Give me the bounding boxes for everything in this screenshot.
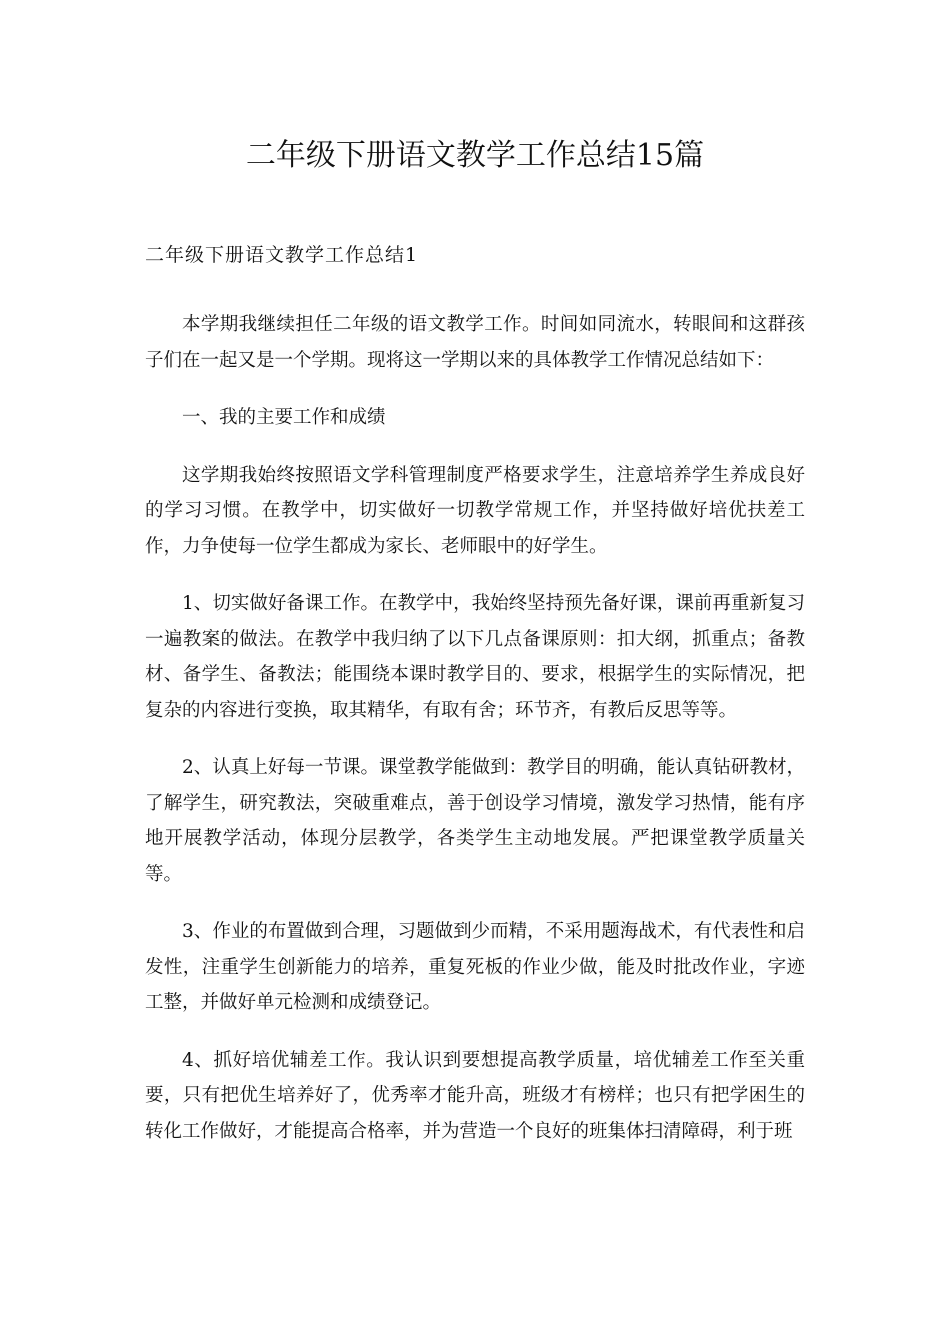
paragraph-intro: 本学期我继续担任二年级的语文教学工作。时间如同流水，转眼间和这群孩子们在一起又是一个学期。现将这一学期以来的具体教学工作情况总结如下： bbox=[145, 314, 805, 371]
paragraph-item-4: 4、抓好培优辅差工作。我认识到要想提高教学质量，培优辅差工作至关重要，只有把优生培养好了，优秀率才能升高，班级才有榜样；也只有把学困生的转化工作做好，才能提高合格率，并为营造一个良好的班集体扫清障碍，利于班 bbox=[145, 1049, 805, 1142]
section-heading: 二年级下册语文教学工作总结1 bbox=[145, 244, 419, 266]
paragraph-item-2: 2、认真上好每一节课。课堂教学能做到：教学目的明确，能认真钻研教材，了解学生，研究教法，突破重难点，善于创设学习情境，激发学习热情，能有序地开展教学活动，体现分层教学，各类学生主动地发展。严把课堂教学质量关等。 bbox=[145, 757, 805, 885]
document-body bbox=[145, 307, 805, 1171]
paragraph-subheading: 一、我的主要工作和成绩 bbox=[182, 407, 386, 428]
document-title: 二年级下册语文教学工作总结15篇 bbox=[245, 138, 705, 173]
paragraph-item-1: 1、切实做好备课工作。在教学中，我始终坚持预先备好课，课前再重新复习一遍教案的做法。在教学中我归纳了以下几点备课原则：扣大纲，抓重点；备教材、备学生、备教法；能围绕本课时教学目的、要求，根据学生的实际情况，把复杂的内容进行变换，取其精华，有取有舍；环节齐，有教后反思等等。 bbox=[145, 593, 805, 721]
paragraph-overview: 这学期我始终按照语文学科管理制度严格要求学生，注意培养学生养成良好的学习习惯。在教学中，切实做好一切教学常规工作，并坚持做好培优扶差工作，力争使每一位学生都成为家长、老师眼中的好学生。 bbox=[145, 464, 805, 557]
paragraph-item-3: 3、作业的布置做到合理，习题做到少而精，不采用题海战术，有代表性和启发性，注重学生创新能力的培养，重复死板的作业少做，能及时批改作业，字迹工整，并做好单元检测和成绩登记。 bbox=[145, 921, 805, 1013]
